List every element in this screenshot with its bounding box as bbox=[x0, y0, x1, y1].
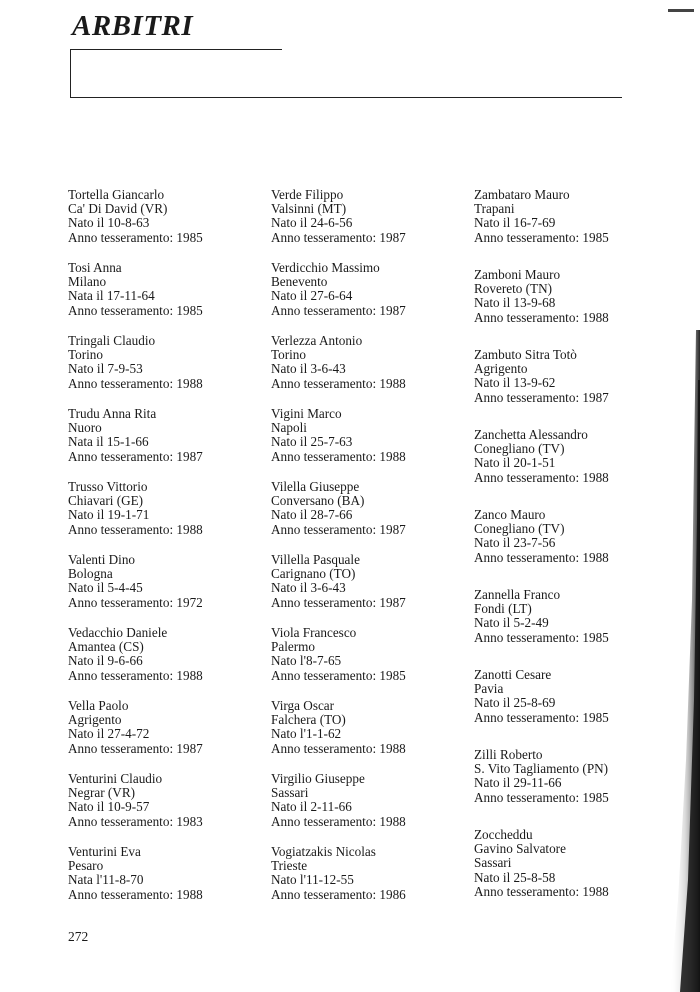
referee-place: Gavino Salvatore bbox=[474, 841, 566, 857]
referee-name: Verde Filippo bbox=[271, 187, 344, 202]
referee-year: Anno tesseramento: 1985 bbox=[68, 302, 203, 318]
referee-entry bbox=[271, 261, 471, 334]
referee-place: Fondi (LT) bbox=[474, 601, 532, 617]
referee-name: Zilli Roberto bbox=[474, 747, 543, 762]
referee-place: Trieste bbox=[271, 858, 308, 874]
referee-entry bbox=[68, 407, 268, 480]
referee-birth: Nato il 3-6-43 bbox=[271, 580, 346, 596]
referee-birth: Nato il 24-6-56 bbox=[271, 215, 353, 231]
referee-year: Anno tesseramento: 1987 bbox=[474, 389, 609, 405]
referee-place: Trapani bbox=[474, 201, 515, 217]
referee-name: Virga Oscar bbox=[271, 698, 335, 713]
referee-birth: Nata il 15-1-66 bbox=[68, 434, 149, 450]
referee-year: Nato il 25-8-58 bbox=[474, 869, 556, 885]
referee-extra: Anno tesseramento: 1988 bbox=[474, 883, 609, 899]
referee-year: Anno tesseramento: 1985 bbox=[474, 709, 609, 725]
referee-year: Anno tesseramento: 1988 bbox=[68, 521, 203, 537]
referee-name: Tringali Claudio bbox=[68, 333, 156, 348]
referee-year: Anno tesseramento: 1985 bbox=[474, 229, 609, 245]
referee-place: Agrigento bbox=[68, 712, 122, 728]
referee-name: Vedacchio Daniele bbox=[68, 625, 168, 640]
referee-place: Sassari bbox=[271, 785, 309, 801]
referee-year: Anno tesseramento: 1987 bbox=[68, 448, 203, 464]
referee-birth: Nato il 9-6-66 bbox=[68, 653, 143, 669]
page-title: ARBITRI bbox=[72, 10, 194, 42]
referee-entry bbox=[68, 699, 268, 772]
referee-name: Trudu Anna Rita bbox=[68, 406, 157, 421]
referee-entry bbox=[474, 348, 674, 428]
referee-year: Anno tesseramento: 1988 bbox=[474, 469, 609, 485]
header-rule-top bbox=[70, 49, 282, 50]
referee-birth: Nata il 17-11-64 bbox=[68, 288, 155, 304]
referee-name: Zanchetta Alessandro bbox=[474, 427, 588, 442]
referee-birth: Nato il 27-6-64 bbox=[271, 288, 353, 304]
referee-birth: Nato il 27-4-72 bbox=[68, 726, 150, 742]
referee-entry bbox=[474, 508, 674, 588]
referee-place: Torino bbox=[68, 347, 103, 363]
referee-name: Zanco Mauro bbox=[474, 507, 546, 522]
referee-name: Verlezza Antonio bbox=[271, 333, 363, 348]
header-rule-left bbox=[70, 49, 71, 97]
referee-birth: Nata l'11-8-70 bbox=[68, 872, 144, 888]
referee-birth: Sassari bbox=[474, 855, 512, 871]
referee-entry bbox=[474, 668, 674, 748]
referee-place: Milano bbox=[68, 274, 107, 290]
referee-entry bbox=[271, 626, 471, 699]
referee-year: Anno tesseramento: 1988 bbox=[474, 309, 609, 325]
referee-year: Anno tesseramento: 1987 bbox=[68, 740, 203, 756]
referee-entry bbox=[68, 334, 268, 407]
referee-place: Conegliano (TV) bbox=[474, 521, 565, 537]
referee-birth: Nato il 16-7-69 bbox=[474, 215, 556, 231]
referee-name: Vilella Giuseppe bbox=[271, 479, 360, 494]
referee-entry bbox=[271, 334, 471, 407]
referee-year: Anno tesseramento: 1987 bbox=[271, 594, 406, 610]
referee-entry bbox=[271, 699, 471, 772]
header-rule-bottom bbox=[70, 97, 622, 98]
referee-name: Villella Pasquale bbox=[271, 552, 360, 567]
referee-name: Vella Paolo bbox=[68, 698, 129, 713]
referee-entry bbox=[68, 188, 268, 261]
referee-year: Anno tesseramento: 1983 bbox=[68, 813, 203, 829]
referee-birth: Nato il 10-9-57 bbox=[68, 799, 150, 815]
referee-year: Anno tesseramento: 1985 bbox=[68, 229, 203, 245]
referee-birth: Nato il 5-4-45 bbox=[68, 580, 143, 596]
referee-birth: Nato l'8-7-65 bbox=[271, 653, 342, 669]
referee-place: Bologna bbox=[68, 566, 113, 582]
referee-birth: Nato il 28-7-66 bbox=[271, 507, 353, 523]
referee-year: Anno tesseramento: 1987 bbox=[271, 302, 406, 318]
referee-entry bbox=[271, 553, 471, 626]
referee-place: S. Vito Tagliamento (PN) bbox=[474, 761, 609, 777]
referee-entry bbox=[68, 480, 268, 553]
referee-year: Anno tesseramento: 1988 bbox=[271, 375, 406, 391]
referee-name: Vogiatzakis Nicolas bbox=[271, 844, 376, 859]
referee-birth: Nato il 23-7-56 bbox=[474, 535, 556, 551]
referee-place: Carignano (TO) bbox=[271, 566, 356, 582]
referee-year: Anno tesseramento: 1988 bbox=[271, 740, 406, 756]
referee-name: Venturini Claudio bbox=[68, 771, 163, 786]
column-3 bbox=[474, 188, 674, 908]
referee-birth: Nato il 10-8-63 bbox=[68, 215, 150, 231]
referee-place: Conegliano (TV) bbox=[474, 441, 565, 457]
referee-name: Zoccheddu bbox=[474, 827, 533, 842]
referee-birth: Nato il 29-11-66 bbox=[474, 775, 562, 791]
referee-entry bbox=[474, 828, 674, 908]
referee-year: Anno tesseramento: 1987 bbox=[271, 229, 406, 245]
referee-name: Zambataro Mauro bbox=[474, 187, 570, 202]
referee-name: Venturini Eva bbox=[68, 844, 141, 859]
referee-birth: Nato l'1-1-62 bbox=[271, 726, 342, 742]
referee-entry bbox=[474, 268, 674, 348]
referee-name: Viola Francesco bbox=[271, 625, 357, 640]
referee-year: Anno tesseramento: 1988 bbox=[271, 448, 406, 464]
referee-entry bbox=[68, 845, 268, 918]
referee-place: Benevento bbox=[271, 274, 328, 290]
referee-birth: Nato il 13-9-68 bbox=[474, 295, 556, 311]
referee-year: Anno tesseramento: 1985 bbox=[474, 629, 609, 645]
referee-entry bbox=[68, 553, 268, 626]
referee-place: Falchera (TO) bbox=[271, 712, 346, 728]
referee-place: Conversano (BA) bbox=[271, 493, 365, 509]
referee-place: Palermo bbox=[271, 639, 315, 655]
referee-year: Anno tesseramento: 1988 bbox=[68, 886, 203, 902]
referee-place: Torino bbox=[271, 347, 306, 363]
referee-name: Zannella Franco bbox=[474, 587, 561, 602]
referee-entry bbox=[271, 772, 471, 845]
referee-year: Anno tesseramento: 1985 bbox=[474, 789, 609, 805]
referee-year: Anno tesseramento: 1986 bbox=[271, 886, 406, 902]
referee-place: Napoli bbox=[271, 420, 307, 436]
referee-place: Pesaro bbox=[68, 858, 104, 874]
referee-entry bbox=[474, 748, 674, 828]
referee-entry bbox=[474, 588, 674, 668]
referee-birth: Nato il 20-1-51 bbox=[474, 455, 556, 471]
scan-corner-mark bbox=[668, 0, 694, 4]
referee-birth: Nato il 3-6-43 bbox=[271, 361, 346, 377]
scan-edge-shadow bbox=[656, 0, 700, 992]
referee-entry bbox=[68, 261, 268, 334]
referee-birth: Nato il 19-1-71 bbox=[68, 507, 150, 523]
referee-entry bbox=[271, 845, 471, 918]
referee-entry bbox=[271, 407, 471, 480]
referee-year: Anno tesseramento: 1988 bbox=[271, 813, 406, 829]
referee-name: Tosi Anna bbox=[68, 260, 122, 275]
referee-name: Trusso Vittorio bbox=[68, 479, 148, 494]
referee-entry bbox=[68, 772, 268, 845]
column-1 bbox=[68, 188, 268, 918]
referee-year: Anno tesseramento: 1988 bbox=[68, 667, 203, 683]
referee-birth: Nato il 25-7-63 bbox=[271, 434, 353, 450]
referee-name: Zanotti Cesare bbox=[474, 667, 552, 682]
referee-birth: Nato il 5-2-49 bbox=[474, 615, 549, 631]
referee-name: Vigini Marco bbox=[271, 406, 342, 421]
referee-name: Valenti Dino bbox=[68, 552, 136, 567]
referee-place: Rovereto (TN) bbox=[474, 281, 552, 297]
referee-year: Anno tesseramento: 1972 bbox=[68, 594, 203, 610]
referee-birth: Nato il 2-11-66 bbox=[271, 799, 352, 815]
referee-name: Zamboni Mauro bbox=[474, 267, 561, 282]
referee-year: Anno tesseramento: 1987 bbox=[271, 521, 406, 537]
referee-place: Ca' Di David (VR) bbox=[68, 201, 168, 217]
referee-birth: Nato l'11-12-55 bbox=[271, 872, 354, 888]
referee-year: Anno tesseramento: 1988 bbox=[474, 549, 609, 565]
page-number: 272 bbox=[68, 929, 89, 944]
referee-place: Negrar (VR) bbox=[68, 785, 136, 801]
referee-place: Valsinni (MT) bbox=[271, 201, 347, 217]
referee-entry bbox=[68, 626, 268, 699]
referee-entry bbox=[474, 188, 674, 268]
referee-entry bbox=[474, 428, 674, 508]
referee-entry bbox=[271, 480, 471, 553]
referee-year: Anno tesseramento: 1988 bbox=[68, 375, 203, 391]
referee-birth: Nato il 13-9-62 bbox=[474, 375, 556, 391]
referee-year: Anno tesseramento: 1985 bbox=[271, 667, 406, 683]
referee-place: Pavia bbox=[474, 681, 504, 697]
referee-place: Agrigento bbox=[474, 361, 528, 377]
referee-name: Tortella Giancarlo bbox=[68, 187, 165, 202]
referee-place: Chiavari (GE) bbox=[68, 493, 144, 509]
referee-place: Nuoro bbox=[68, 420, 102, 436]
referee-name: Verdicchio Massimo bbox=[271, 260, 380, 275]
referee-name: Zambuto Sitra Totò bbox=[474, 347, 577, 362]
referee-birth: Nato il 7-9-53 bbox=[68, 361, 143, 377]
referee-place: Amantea (CS) bbox=[68, 639, 144, 655]
referee-name: Virgilio Giuseppe bbox=[271, 771, 365, 786]
column-2 bbox=[271, 188, 471, 918]
referee-birth: Nato il 25-8-69 bbox=[474, 695, 556, 711]
referee-entry bbox=[271, 188, 471, 261]
